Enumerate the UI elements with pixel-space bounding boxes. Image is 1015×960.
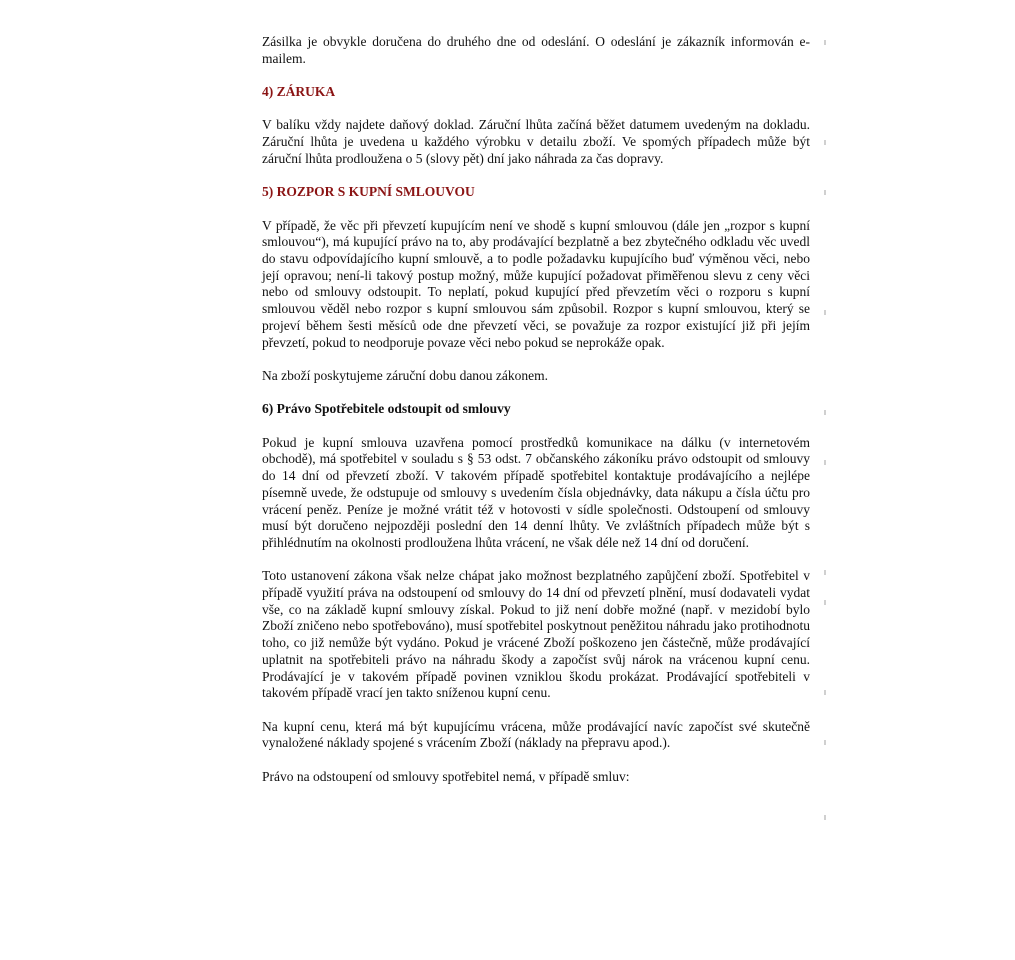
warranty-paragraph: V balíku vždy najdete daňový doklad. Záruční lhůta začíná běžet datumem uvedeným na dokladu. Záruční lhůta je uvedena u každého výrobku v detailu zboží. Ve spomých případech může být záruční lhůta prodloužena o 5 (slovy pět) dní jako náhrada za čas dopravy. bbox=[262, 117, 810, 166]
edge-mark bbox=[824, 815, 826, 820]
page-edge-marks bbox=[824, 40, 827, 840]
edge-mark bbox=[824, 690, 826, 695]
edge-mark bbox=[824, 410, 826, 415]
spacer bbox=[262, 101, 810, 118]
spacer bbox=[262, 351, 810, 368]
withdrawal-paragraph: Pokud je kupní smlouva uzavřena pomocí prostředků komunikace na dálku (v internetovém obchodě), má spotřebitel v souladu s § 53 odst. 7 občanského zákoníku právo odstoupit od smlouvy do 14 dní od převzetí zboží. V takovém případě spotřebitel kontaktuje prodávajícího a nejlépe písemně uvede, že odstupuje od smlouvy s uvedením čísla objednávky, data nákupu a čísla účtu pro vrácení peněz. Peníze je možné vrátit též v hotovosti v sídle společnosti. Odstoupení od smlouvy musí být doručeno nejpozději poslední den 14 denní lhůty. Ve zvláštních případech může být s přihlédnutím na okolnosti prodloužena lhůta vrácení, ne však déle než 14 dní od doručení. bbox=[262, 434, 810, 550]
law-warranty-paragraph: Na zboží poskytujeme záruční dobu danou zákonem. bbox=[262, 367, 549, 383]
edge-mark bbox=[824, 570, 826, 575]
spacer bbox=[262, 702, 810, 719]
conflict-heading: 5) ROZPOR S KUPNÍ SMLOUVOU bbox=[262, 184, 475, 200]
spacer bbox=[262, 418, 810, 435]
spacer bbox=[262, 67, 810, 84]
costs-paragraph: Na kupní cenu, která má být kupujícímu vrácena, může prodávající navíc započíst své skutečně vynaložené náklady spojené s vrácením Zboží (náklady na přepravu apod.). bbox=[262, 718, 810, 751]
spacer bbox=[262, 552, 810, 569]
exceptions-paragraph: Právo na odstoupení od smlouvy spotřebitel nemá, v případě smluv: bbox=[262, 768, 630, 784]
withdrawal-heading: 6) Právo Spotřebitele odstoupit od smlouvy bbox=[262, 401, 511, 417]
edge-mark bbox=[824, 140, 826, 145]
conflict-paragraph: V případě, že věc při převzetí kupujícím není ve shodě s kupní smlouvou (dále jen „rozpor s kupní smlouvou“), má kupující právo na to, aby prodávající bezplatně a bez zbytečného odkladu věc uvedl do stavu odpovídajícího kupní smlouvě, a to podle požadavku kupujícího buď výměnou věci, nebo její opravou; není-li takový postup možný, může kupující požadovat přiměřenou slevu z ceny věci nebo od smlouvy odstoupit. To neplatí, pokud kupující před převzetím věci o rozporu s kupní smlouvou věděl nebo rozpor s kupní smlouvou sám způsobil. Rozpor s kupní smlouvou, který se projeví během šesti měsíců ode dne převzetí věci, se považuje za rozpor existující již při jejím převzetí, pokud to neodporuje povaze věci nebo pokud se neprokáže opak. bbox=[262, 217, 810, 350]
edge-mark bbox=[824, 460, 826, 465]
warranty-heading: 4) ZÁRUKA bbox=[262, 84, 336, 100]
edge-mark bbox=[824, 740, 826, 745]
edge-mark bbox=[824, 40, 826, 45]
edge-mark bbox=[824, 190, 826, 195]
document-page bbox=[262, 34, 810, 785]
spacer bbox=[262, 168, 810, 185]
interpretation-paragraph: Toto ustanovení zákona však nelze chápat jako možnost bezplatného zapůjčení zboží. Spotřebitel v případě využití práva na odstoupení od smlouvy do 14 dní od převzetí plnění, musí dodavateli vydat vše, co na základě kupní smlouvy získal. Pokud to již není dobře možné (např. v mezidobí bylo Zboží zničeno nebo spotřebováno), musí spotřebitel poskytnout peněžitou náhradu jako protihodnotu toho, co již nemůže být vydáno. Pokud je vrácené Zboží poškozeno jen částečně, může prodávající uplatnit na spotřebiteli právo na náhradu škody a započíst svůj nárok na vrácenou kupní cenu. Prodávající je v takovém případě povinen vzniklou škodu prokázat. Prodávající spotřebiteli v takovém případě vrací jen takto sníženou kupní cenu. bbox=[262, 568, 810, 701]
edge-mark bbox=[824, 310, 826, 315]
edge-mark bbox=[824, 600, 826, 605]
spacer bbox=[262, 752, 810, 769]
delivery-paragraph: Zásilka je obvykle doručena do druhého dne od odeslání. O odeslání je zákazník informován e-mailem. bbox=[262, 34, 810, 66]
spacer bbox=[262, 201, 810, 218]
spacer bbox=[262, 385, 810, 402]
